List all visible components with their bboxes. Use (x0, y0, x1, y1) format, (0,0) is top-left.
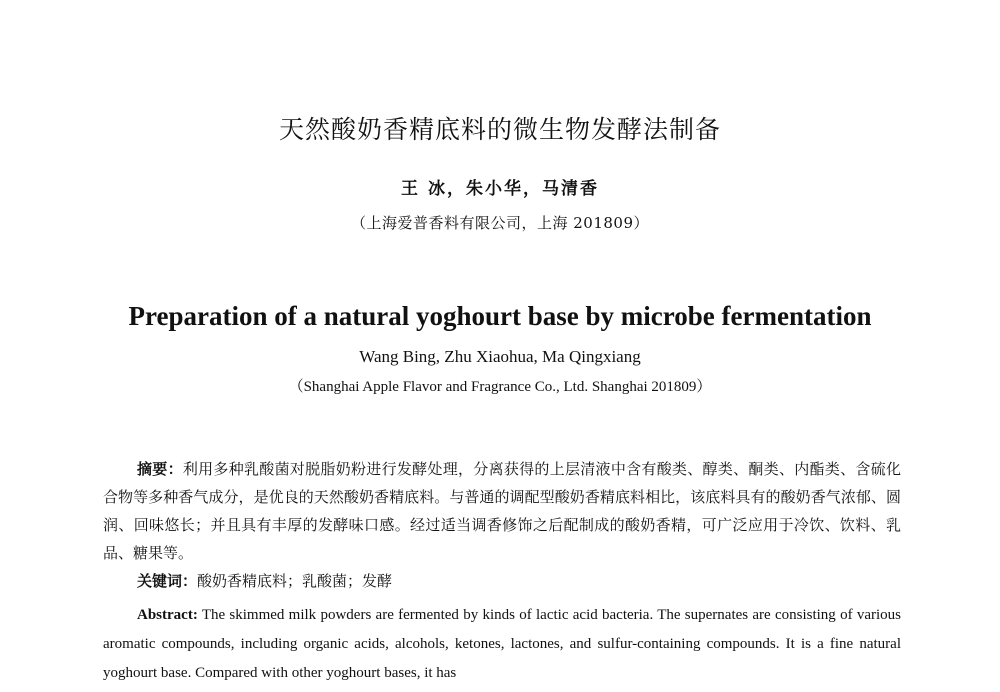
english-abstract (103, 601, 901, 688)
chinese-abstract-label: 摘要： (137, 460, 183, 478)
chinese-abstract (103, 455, 901, 567)
chinese-keywords (103, 567, 901, 595)
english-authors: Wang Bing, Zhu Xiaohua, Ma Qingxiang (359, 347, 641, 366)
chinese-keywords-label: 关键词： (137, 572, 198, 590)
chinese-affiliation: （上海爱普香料有限公司，上海 201809） (350, 214, 650, 232)
english-abstract-text: The skimmed milk powders are fermented by kinds of lactic acid bacteria. The supernates are consisting of various aromatic compounds, including organic acids, alcohols, ketones, lactones, and sulfur-containing compounds. It is a fine natural yoghourt base. Compared with other yoghourt bases, it has (103, 607, 901, 681)
english-title: Preparation of a natural yoghourt base by microbe fermentation (128, 301, 872, 331)
chinese-abstract-text: 利用多种乳酸菌对脱脂奶粉进行发酵处理，分离获得的上层清液中含有酸类、醇类、酮类、内酯类、含硫化合物等多种香气成分，是优良的天然酸奶香精底料。与普通的调配型酸奶香精底料相比，该底料具有的酸奶香气浓郁、圆润、回味悠长；并且具有丰厚的发酵味口感。经过适当调香修饰之后配制成的酸奶香精，可广泛应用于冷饮、饮料、乳品、糖果等。 (103, 460, 901, 562)
chinese-authors: 王 冰，朱小华，马清香 (401, 179, 599, 199)
chinese-title: 天然酸奶香精底料的微生物发酵法制备 (278, 115, 721, 144)
english-abstract-label: Abstract: (137, 607, 198, 623)
chinese-keywords-text: 酸奶香精底料；乳酸菌；发酵 (197, 572, 393, 590)
english-affiliation: （Shanghai Apple Flavor and Fragrance Co., Ltd. Shanghai 201809） (288, 379, 712, 395)
